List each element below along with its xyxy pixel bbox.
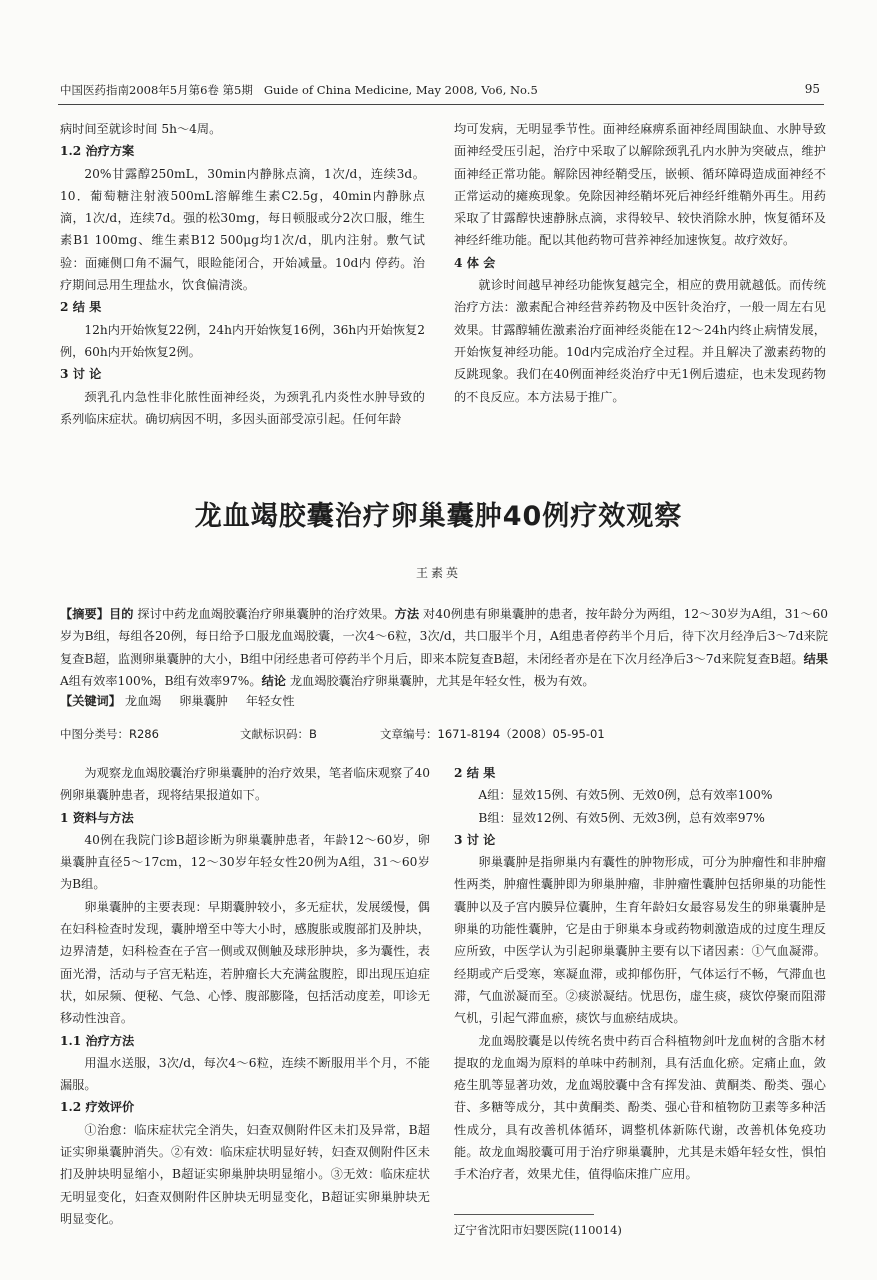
section-heading: 1.2 疗效评价 <box>60 1100 135 1115</box>
body-paragraph: ①治愈：临床症状完全消失，妇查双侧附件区未扪及异常，B超证实卵巢囊肿消失。②有效：临床症状明显好转，妇查双侧附件区未扪及肿块明显缩小，B超证实卵巢肿块明显缩小。③无效：临床症状无明显变化，妇查双侧附件区肿块无明显变化，B超证实卵巢肿块无明显变化。 <box>60 1122 430 1226</box>
prev-article-left-column <box>60 118 425 430</box>
article-right-column <box>454 762 826 1186</box>
body-paragraph: 颈乳孔内急性非化脓性面神经炎，为颈乳孔内炎性水肿导致的系列临床症状。确切病因不明，多因头面部受凉引起。任何年龄 <box>60 389 425 426</box>
section-heading: 1.2 治疗方案 <box>60 144 135 159</box>
abstract <box>60 603 828 692</box>
keyword: 卵巢囊肿 <box>179 694 228 708</box>
abstract-body <box>60 607 828 688</box>
prev-article-right-column <box>454 118 826 408</box>
abstract-section-label: 目的 <box>108 607 134 621</box>
abstract-section-label: 方法 <box>394 607 420 621</box>
section-heading: 4 体 会 <box>454 255 496 270</box>
section-heading: 2 结 果 <box>60 300 102 315</box>
body-paragraph: 卵巢囊肿是指卵巢内有囊性的肿物形成，可分为肿瘤性和非肿瘤性两类，肿瘤性囊肿即为卵巢肿瘤，非肿瘤性囊肿包括卵巢的功能性囊肿以及子宫内膜异位囊肿，生育年龄妇女最容易发生的卵巢囊肿是卵巢的功能性囊肿，它是由于卵巢本身或药物刺激造成的过度生理反应所致，中医学认为引起卵巢囊肿主要有以下诸因素：①气血凝滞。经期或产后受寒，寒凝血滞，或抑郁伤肝，气体运行不畅，气滞血也滞，气血淤凝而至。②痰淤凝结。忧思伤，虚生痰，痰饮停聚而阻滞气机，引起气滞血瘀，痰饮与血瘀结成块。 <box>454 855 826 1026</box>
section-heading: 1.1 治疗方法 <box>60 1033 135 1048</box>
page-number: 95 <box>804 82 820 96</box>
body-paragraph: 12h内开始恢复22例，24h内开始恢复16例，36h内开始恢复2例，60h内开始恢复2例。 <box>60 322 425 359</box>
article-left-column <box>60 762 430 1230</box>
article-author: 王素英 <box>415 566 461 580</box>
body-paragraph: 病时间至就诊时间 5h～4周。 <box>60 122 222 136</box>
author-affiliation: 辽宁省沈阳市妇婴医院(110014) <box>454 1223 622 1237</box>
abstract-section-label: 结果 <box>803 651 829 666</box>
abstract-text: 对40例患有卵巢囊肿的患者，按年龄分为两组，12～30岁为A组，31～60岁为B组，每组各20例，每日给予口服龙血竭胶囊，一次4～6粒，3次/d，共口服半个月，A组患者停药半个月后，待下次月经净后3～7d来院复查B超，监测卵巢囊肿的大小，B组中闭经患者可停药半个月后，即来本院复查B超，未闭经者亦是在下次月经净后3～7d来院复查B超。 <box>60 607 829 666</box>
body-paragraph: 用温水送服，3次/d，每次4～6粒，连续不断服用半个月，不能漏服。 <box>60 1055 430 1093</box>
article-title: 龙血竭胶囊治疗卵巢囊肿40例疗效观察 <box>194 501 683 532</box>
abstract-text: A组有效率100%，B组有效率97%。 <box>60 673 262 688</box>
class-number: 中图分类号：R286 <box>60 727 159 741</box>
abstract-label: 【摘要】 <box>60 607 109 621</box>
keyword: 年轻女性 <box>245 694 295 708</box>
keywords <box>60 692 309 709</box>
body-paragraph: 40例在我院门诊B超诊断为卵巢囊肿患者，年龄12～60岁，卵巢囊肿直径5～17cm，12～30岁年轻女性20例为A组，31～60岁为B组。 <box>60 832 430 892</box>
body-paragraph: 为观察龙血竭胶囊治疗卵巢囊肿的治疗效果，笔者临床观察了40例卵巢囊肿患者，现将结果报道如下。 <box>60 766 430 803</box>
body-paragraph: 卵巢囊肿的主要表现：早期囊肿较小，多无症状，发展缓慢，偶在妇科检查时发现，囊肿增至中等大小时，感腹胀或腹部扪及肿块，边界清楚，妇科检查在子宫一侧或双侧触及球形肿块，多为囊性，表面光滑，活动与子宫无粘连，若肿瘤长大充满盆腹腔，即出现压迫症状，如尿频、便秘、气急、心悸、腹部膨隆，包括活动度差，叩诊无移动性浊音。 <box>60 899 430 1026</box>
journal-name-en: Guide of China Medicine, May 2008, Vo6, No.5 <box>263 83 538 97</box>
document-code: 文献标识码：B <box>240 727 317 741</box>
body-paragraph: 就诊时间越早神经功能恢复越完全，相应的费用就越低。而传统治疗方法：激素配合神经营养药物及中医针灸治疗，一般一周左右见效果。甘露醇辅佐激素治疗面神经炎能在12～24h内终止病情发展，开始恢复神经功能。10d内完成治疗全过程。并且解决了激素药物的反跳现象。我们在40例面神经炎治疗中无1例后遗症，也未发现药物的不良反应。本方法易于推广。 <box>454 278 826 404</box>
header-rule <box>58 104 824 105</box>
body-paragraph: 20%甘露醇250mL，30min内静脉点滴，1次/d，连续3d。10．葡萄糖注射液500mL溶解维生素C2.5g，40min内静脉点滴，1次/d，连续7d。强的松30mg，每日顿服或分2次口服，维生素B1 100mg、维生素B12 500μg均1次/d，肌内注射。敷气试验：面瘫侧口角不漏气，眼睑能闭合，开始减量。10d内 停药。治疗期间忌用生理盐水，饮食偏清淡。 <box>60 166 425 293</box>
section-heading: 1 资料与方法 <box>60 810 134 825</box>
body-paragraph: B组：显效12例、有效5例、无效3例，总有效率97% <box>478 810 765 825</box>
section-heading: 3 讨 论 <box>60 367 102 382</box>
abstract-section-label: 结论 <box>261 673 286 688</box>
article-number: 文章编号：1671-8194（2008）05-95-01 <box>380 727 605 741</box>
body-paragraph: 龙血竭胶囊是以传统名贵中药百合科植物剑叶龙血树的含脂木材提取的龙血竭为原料的单味中药制剂，具有活血化瘀。定痛止血，敛疮生肌等显著功效，龙血竭胶囊中含有挥发油、黄酮类、酚类、强心苷、多糖等成分，其中黄酮类、酚类、强心苷和植物防卫素等多种活性成分，具有改善机体循环，调整机体新陈代谢，改善机体免疫功能。故龙血竭胶囊可用于治疗卵巢囊肿，尤其是未婚年轻女性，惧怕手术治疗者，效果尤佳，值得临床推广应用。 <box>454 1033 826 1182</box>
journal-name: 中国医药指南2008年5月第6卷 第5期 <box>60 83 253 97</box>
section-heading: 3 讨 论 <box>454 832 496 847</box>
keyword: 龙血竭 <box>124 694 162 708</box>
body-paragraph: A组：显效15例、有效5例、无效0例，总有效率100% <box>478 788 773 803</box>
section-heading: 2 结 果 <box>454 766 496 780</box>
body-paragraph: 均可发病，无明显季节性。面神经麻痹系面神经周围缺血、水肿导致面神经受压引起，治疗中采取了以解除颈乳孔内水肿为突破点，维护面神经正常功能。解除因神经鞘受压，嵌顿、循环障碍造成面神经不正常运动的瘫痪现象。免除因神经鞘坏死后神经纤维鞘外再生。用药采取了甘露醇快速静脉点滴，求得较早、较快消除水肿，恢复循环及神经纤维功能。配以其他药物可营养神经加速恢复。故疗效好。 <box>454 122 826 248</box>
abstract-text: 探讨中药龙血竭胶囊治疗卵巢囊肿的治疗效果。 <box>133 607 395 621</box>
footnote-rule <box>454 1214 594 1215</box>
abstract-text: 龙血竭胶囊治疗卵巢囊肿，尤其是年轻女性，极为有效。 <box>285 673 595 688</box>
running-header <box>60 82 820 98</box>
keywords-label: 【关键词】 <box>60 694 121 708</box>
